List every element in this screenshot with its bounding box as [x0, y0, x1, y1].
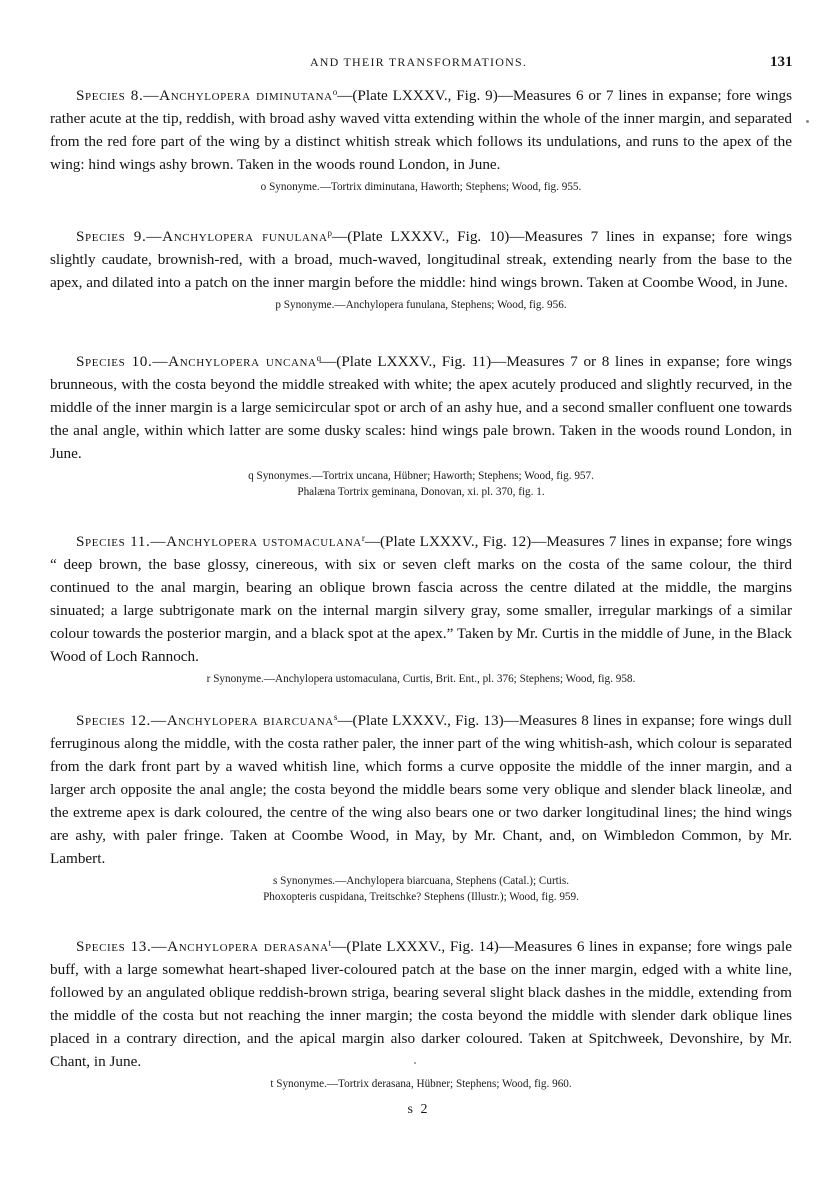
- species-text: —(Plate LXXXV., Fig. 10)—Measures 7 lines in expanse; fore wings slightly caudate, brownish-red, with a broad, much-waved, longitudinal streak, extending nearly from the base to the apex, and dilated into a patch on the inner margin before the middle: hind wings brown. Taken at Coombe Wood, in June.: [50, 228, 793, 291]
- species-description: [50, 935, 792, 1073]
- species-heading: Species 11.—Anchylopera ustomaculana: [76, 533, 362, 550]
- species-heading: Species 9.—Anchylopera funulana: [76, 228, 328, 245]
- synonymy-line: r Synonyme.—Anchylopera ustomaculana, Curtis, Brit. Ent., pl. 376; Stephens; Wood, fig. 958.: [206, 673, 636, 685]
- synonymy-line: Phalæna Tortrix geminana, Donovan, xi. pl. 370, fig. 1.: [297, 486, 545, 498]
- synonymy-line: q Synonymes.—Tortrix uncana, Hübner; Haworth; Stephens; Wood, fig. 957.: [248, 470, 594, 482]
- species-text: —(Plate LXXXV., Fig. 13)—Measures 8 lines in expanse; fore wings dull ferruginous along the middle, with the costa rather paler, the inner part of the wing whitish-ash, which colour is separated from the dark front part by a waved whitish line, which forms a curve opposite the middle of the inner margin, and a larger arch opposite the anal angle; the costa beyond the middle bears some very oblique and slender black lineolæ, and the extreme apex is dark coloured, the centre of the wing also bears one or two darker longitudinal lines; the hind wings are ashy, with paler fringe. Taken at Coombe Wood, in May, by Mr. Chant, and, on Wimbledon Common, by Mr. Lambert.: [50, 712, 793, 867]
- synonymy-line: o Synonyme.—Tortrix diminutana, Haworth; Stephens; Wood, fig. 955.: [260, 181, 582, 193]
- footnote-mark: o: [332, 87, 338, 97]
- page-number: 131: [770, 54, 793, 70]
- species-description: [50, 709, 792, 870]
- species-heading: Species 12.—Anchylopera biarcuana: [76, 712, 334, 729]
- species-heading: Species 10.—Anchylopera uncana: [76, 353, 317, 370]
- species-text: —(Plate LXXXV., Fig. 14)—Measures 6 lines in expanse; fore wings pale buff, with a large somewhat heart-shaped liver-coloured patch at the base on the inner margin, edged with a white line, followed by an angulated oblique reddish-brown striga, bearing several slight black dashes in the middle, extending from the middle of the costa but not reaching the inner margin; the costa beyond the middle with slender dark oblique lines placed in a contrary direction, and the apical margin also darker coloured. Taken at Spitchweek, Devonshire, by Mr. Chant, in June.: [50, 938, 792, 1070]
- species-text: —(Plate LXXXV., Fig. 12)—Measures 7 lines in expanse; fore wings “ deep brown, the base glossy, cinereous, with six or seven cleft marks on the costa of the same colour, the third continued to the anal margin, bearing an oblique brown fascia across the centre dilated at the middle, the margins sinuated; a large subtrigonate mark on the internal margin silvery gray, some smaller, irregular markings of a similar colour towards the posterior margin, and a black spot at the apex.” Taken by Mr. Curtis in the middle of June, in the Black Wood of Loch Rannoch.: [50, 533, 793, 665]
- species-heading: Species 13.—Anchylopera derasana: [76, 938, 329, 955]
- footnote-mark: q: [316, 353, 322, 363]
- paper-speck: [806, 120, 809, 123]
- species-description: [50, 84, 792, 176]
- synonymy-line: p Synonyme.—Anchylopera funulana, Stephens; Wood, fig. 956.: [275, 299, 567, 311]
- footnote-mark: p: [327, 228, 332, 238]
- species-description: [50, 225, 792, 294]
- species-entry-12: [50, 709, 792, 905]
- signature-mark: s 2: [407, 1102, 430, 1117]
- species-entry-13: [50, 935, 792, 1092]
- species-entry-11: [50, 530, 792, 687]
- synonymy-line: Phoxopteris cuspidana, Treitschke? Stephens (Illustr.); Wood, fig. 959.: [263, 891, 579, 903]
- species-description: [50, 530, 792, 668]
- footnote-mark: r: [361, 533, 365, 543]
- species-heading: Species 8.—Anchylopera diminutana: [76, 87, 333, 104]
- species-entry-8: [50, 84, 792, 195]
- synonymy-line: s Synonymes.—Anchylopera biarcuana, Stephens (Catal.); Curtis.: [272, 875, 570, 887]
- footnote-mark: s: [333, 712, 338, 722]
- species-description: [50, 350, 792, 465]
- species-text: —(Plate LXXXV., Fig. 11)—Measures 7 or 8 lines in expanse; fore wings brunneous, with the costa beyond the middle streaked with white; the apex acutely produced and slightly recurved, in the middle of the inner margin is a large semicircular spot or arch of an ashy hue, and a second smaller confluent one towards the anal angle, within which latter are some dusky scales: hind wings pale brown. Taken in the woods round London, in June.: [50, 353, 792, 462]
- species-entry-10: [50, 350, 792, 500]
- paper-speck: [414, 1062, 416, 1064]
- species-entry-9: [50, 225, 792, 313]
- footnote-mark: t: [328, 938, 332, 948]
- running-head: AND THEIR TRANSFORMATIONS.: [309, 55, 528, 69]
- species-text: —(Plate LXXXV., Fig. 9)—Measures 6 or 7 lines in expanse; fore wings rather acute at the tip, reddish, with broad ashy waved vitta extending within the whole of the inner margin, and separated from the red fore part of the wing by a distinct whitish streak which follows its undulations, and runs to the apex of the wing: hind wings ashy brown. Taken in the woods round London, in June.: [50, 87, 792, 173]
- synonymy-line: t Synonyme.—Tortrix derasana, Hübner; Stephens; Wood, fig. 960.: [270, 1078, 572, 1090]
